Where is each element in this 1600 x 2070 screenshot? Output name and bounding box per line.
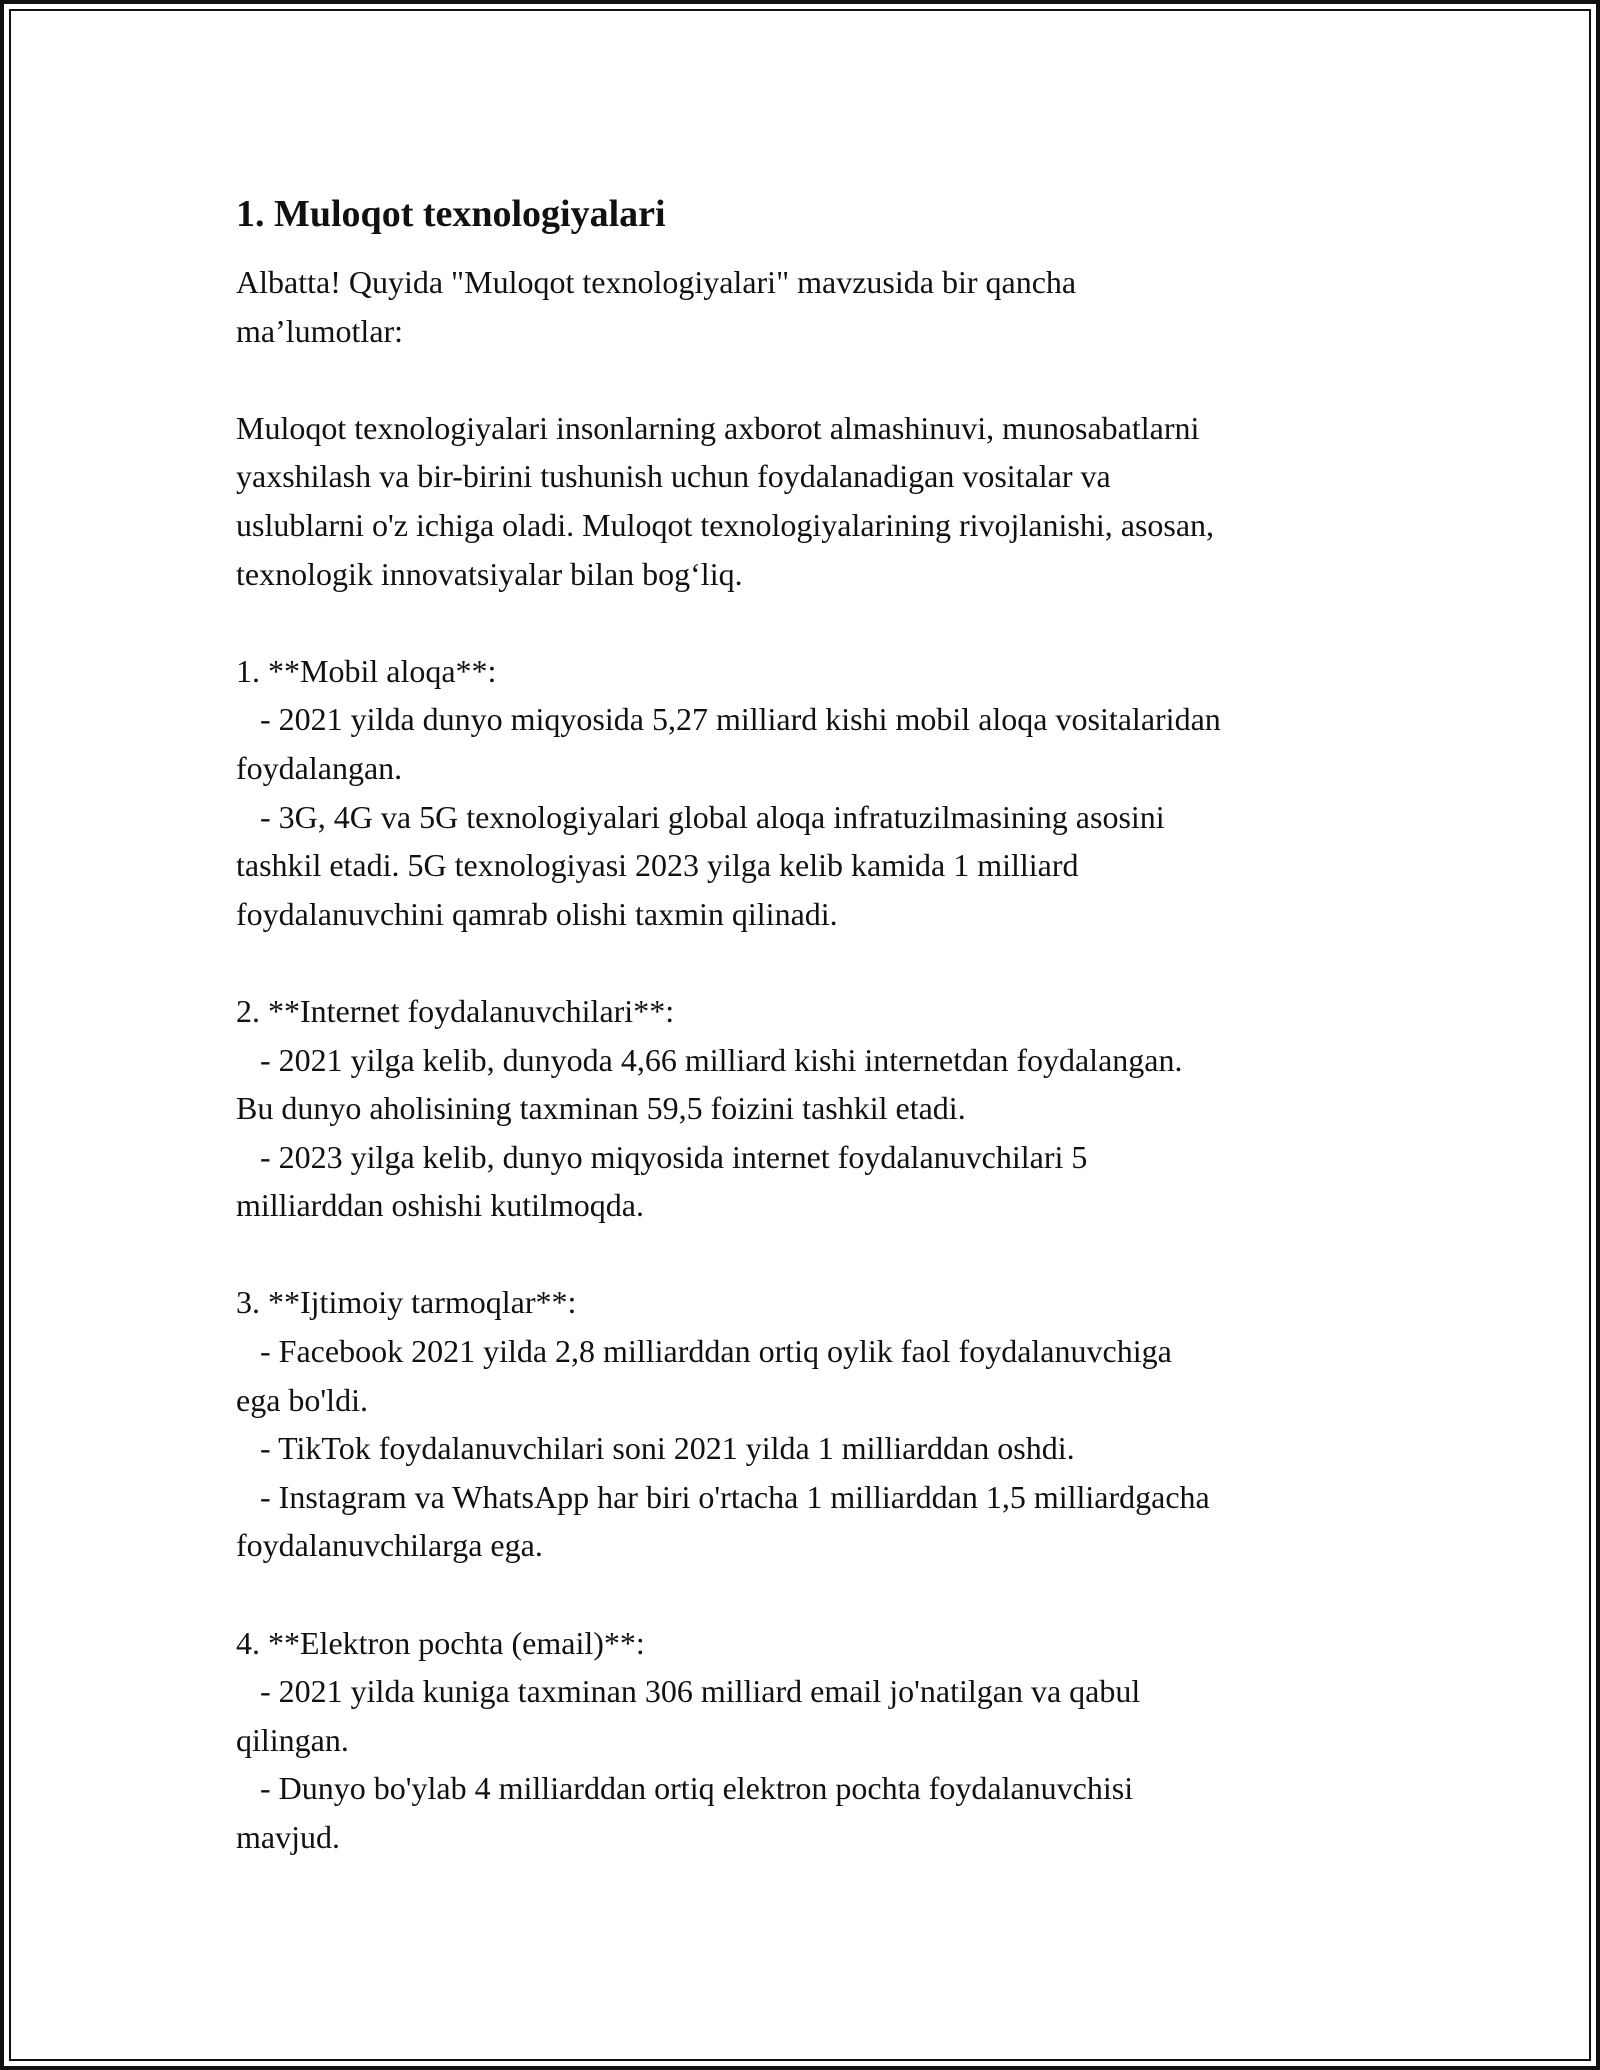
text-line: mavjud.: [236, 1819, 340, 1855]
text-line: Bu dunyo aholisining taxminan 59,5 foizini tashkil etadi.: [236, 1090, 966, 1127]
text-line: - 2021 yilda dunyo miqyosida 5,27 milliard kishi mobil aloqa vositalaridan: [236, 701, 1221, 738]
text-line: yaxshilash va bir-birini tushunish uchun foydalanadigan vositalar va: [236, 458, 1111, 495]
text-line: qilingan.: [236, 1721, 349, 1758]
text-line: [236, 1570, 1376, 1619]
text-line: foydalangan.: [236, 749, 403, 786]
text-line: - Dunyo bo'ylab 4 milliarddan ortiq elektron pochta foydalanuvchisi: [236, 1770, 1134, 1807]
document-heading: 1. Muloqot texnologiyalari: [236, 193, 666, 235]
text-line: - 3G, 4G va 5G texnologiyalari global aloqa infratuzilmasining asosini: [236, 798, 1165, 835]
text-line: - Facebook 2021 yilda 2,8 milliarddan ortiq oylik faol foydalanuvchiga: [236, 1333, 1172, 1370]
text-line: - TikTok foydalanuvchilari soni 2021 yilda 1 milliarddan oshdi.: [236, 1430, 1075, 1467]
text-line: 4. **Elektron pochta (email)**:: [236, 1624, 645, 1661]
text-line: uslublarni o'z ichiga oladi. Muloqot texnologiyalarining rivojlanishi, asosan,: [236, 506, 1215, 543]
text-line: ma’lumotlar:: [236, 312, 404, 349]
text-line: tashkil etadi. 5G texnologiyasi 2023 yilga kelib kamida 1 milliard: [236, 847, 1079, 884]
text-line: Muloqot texnologiyalari insonlarning axborot almashinuvi, munosabatlarni: [236, 409, 1200, 446]
text-line: Albatta! Quyida "Muloqot texnologiyalari" mavzusida bir qancha: [236, 264, 1077, 300]
document-text: [236, 258, 1376, 1862]
text-line: - Instagram va WhatsApp har biri o'rtacha 1 milliarddan 1,5 milliardgacha: [236, 1478, 1210, 1515]
text-line: foydalanuvchilarga ega.: [236, 1527, 543, 1564]
text-line: [236, 355, 1376, 404]
text-line: [236, 598, 1376, 647]
text-line: [236, 1230, 1376, 1279]
text-line: - 2023 yilga kelib, dunyo miqyosida internet foydalanuvchilari 5: [236, 1138, 1088, 1175]
text-line: 2. **Internet foydalanuvchilari**:: [236, 992, 675, 1029]
text-line: texnologik innovatsiyalar bilan bog‘liq.: [236, 555, 743, 592]
text-line: milliarddan oshishi kutilmoqda.: [236, 1187, 644, 1224]
text-line: foydalanuvchini qamrab olishi taxmin qilinadi.: [236, 895, 838, 932]
text-line: ega bo'ldi.: [236, 1381, 368, 1418]
text-line: - 2021 yilga kelib, dunyoda 4,66 milliard kishi internetdan foydalangan.: [236, 1041, 1183, 1078]
document-body: [236, 186, 1376, 1862]
text-line: [236, 938, 1376, 987]
text-line: 3. **Ijtimoiy tarmoqlar**:: [236, 1284, 577, 1321]
text-line: 1. **Mobil aloqa**:: [236, 652, 497, 689]
text-line: - 2021 yilda kuniga taxminan 306 milliard email jo'natilgan va qabul: [236, 1673, 1141, 1710]
